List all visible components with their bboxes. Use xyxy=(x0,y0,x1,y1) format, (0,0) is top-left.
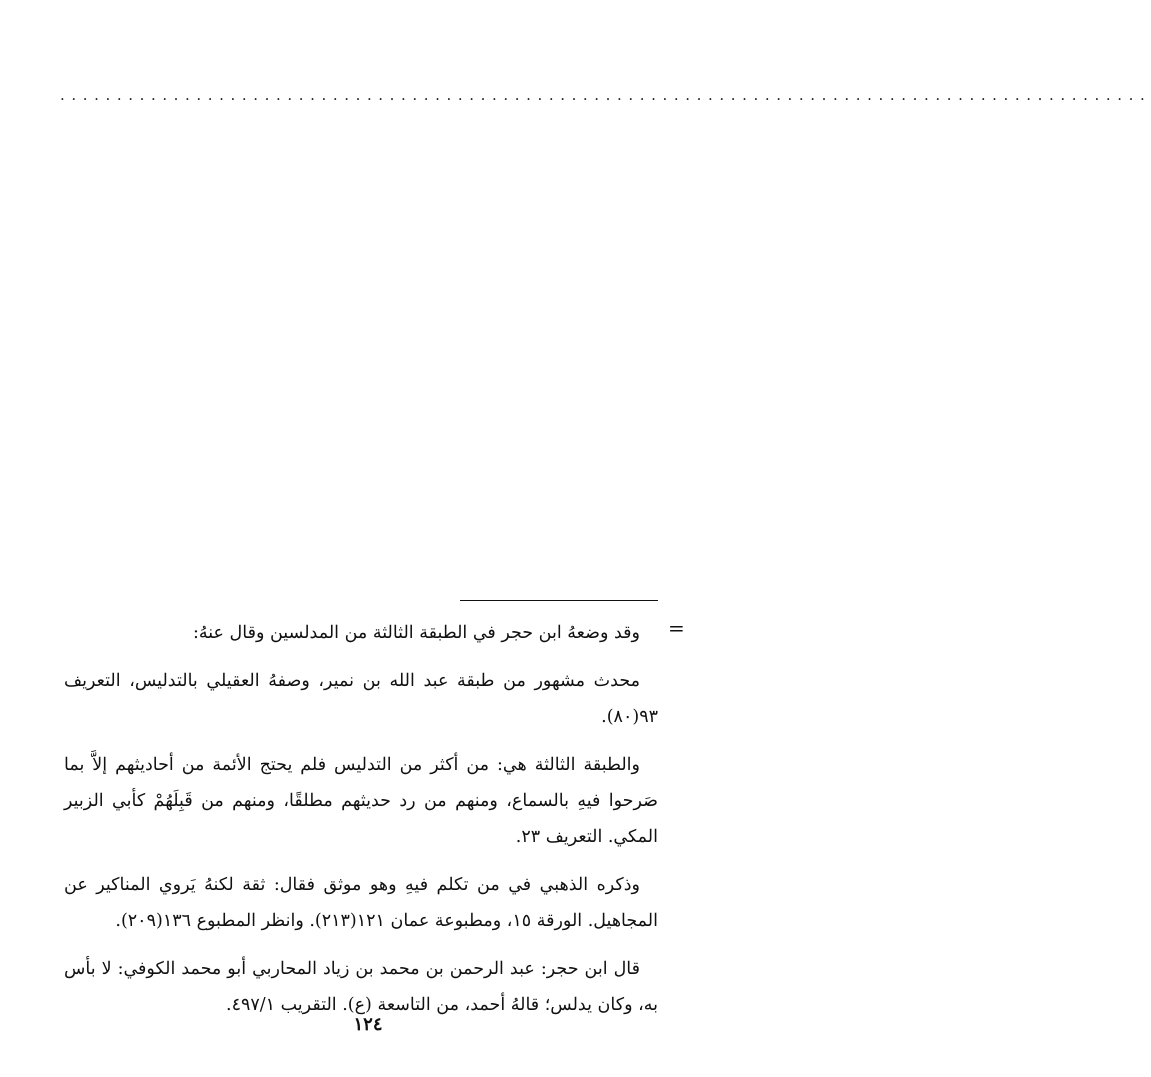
footnotes xyxy=(64,615,658,1035)
continuation-mark: = xyxy=(668,616,685,640)
footnote-paragraph-5: قال ابن حجر: عبد الرحمن بن محمد بن زياد المحاربي أبو محمد الكوفي: لا بأس به، وكان يدلس؛ قالهُ أحمد، من التاسعة (ع). التقريب ٤٩٧/١. xyxy=(64,959,658,1015)
dotted-separator: ................................................................................................ xyxy=(60,86,1151,104)
footnote-rule xyxy=(460,600,658,601)
footnote-paragraph-3: والطبقة الثالثة هي: من أكثر من التدليس فلم يحتج الأئمة من أحاديثهم إلاَّ بما صَرحوا فيهِ بالسماع، ومنهم من رد حديثهم مطلقًا، ومنهم من قَبِلَهُمْ كأبي الزبير المكي. التعريف ٢٣. xyxy=(64,755,658,847)
footnote-paragraph-2: محدث مشهور من طبقة عبد الله بن نمير، وصفهُ العقيلي بالتدليس، التعريف ٩٣(٨٠). xyxy=(64,671,658,727)
page-number: ١٢٤ xyxy=(353,1014,383,1035)
footnote-paragraph-1: وقد وضعهُ ابن حجر في الطبقة الثالثة من المدلسين وقال عنهُ: xyxy=(192,623,640,643)
footnote-paragraph-4: وذكره الذهبي في من تكلم فيهِ وهو موثق فقال: ثقة لكنهُ يَروي المناكير عن المجاهيل. الورقة ١٥، ومطبوعة عمان ١٢١(٢١٣). وانظر المطبوع ١٣٦(٢٠٩). xyxy=(64,875,658,931)
